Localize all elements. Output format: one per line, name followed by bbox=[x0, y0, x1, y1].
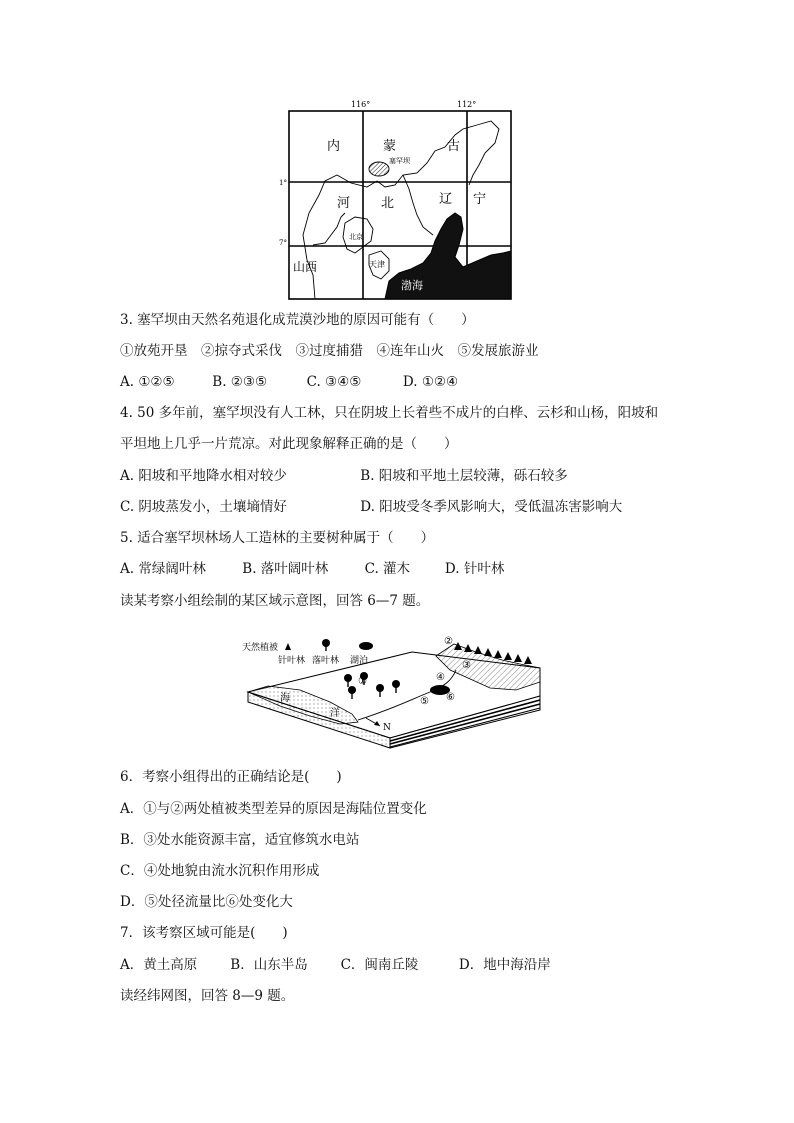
north-arrow-label: N bbox=[383, 723, 391, 733]
q5-option-b[interactable]: B. 落叶阔叶林 bbox=[242, 561, 329, 577]
q4-options-row1 bbox=[120, 467, 568, 485]
q5-option-d[interactable]: D. 针叶林 bbox=[444, 561, 505, 577]
q4-option-d[interactable]: D. 阳坡受冬季风影响大，受低温冻害影响大 bbox=[360, 499, 623, 515]
label-beijing: 北京 bbox=[349, 233, 363, 241]
lon-label-112: 112° bbox=[457, 100, 477, 109]
q3-options bbox=[120, 373, 458, 391]
q5-option-a[interactable]: A. 常绿阔叶林 bbox=[120, 561, 206, 577]
q4-stem-line2: 平坦地上几乎一片荒凉。对此现象解释正确的是（ ） bbox=[120, 436, 458, 452]
q5-options bbox=[120, 560, 504, 578]
q7-option-d[interactable]: D．地中海沿岸 bbox=[458, 957, 551, 973]
legend-broadleaf-icon bbox=[322, 639, 330, 647]
label-he: 河 bbox=[337, 196, 351, 211]
legend-lake-icon bbox=[359, 642, 373, 650]
q3-stem: 3. 塞罕坝由天然名苑退化成荒漠沙地的原因可能有（ ） bbox=[120, 312, 475, 328]
saihanba-region-map bbox=[279, 95, 515, 303]
legend-natural-vegetation: 天然植被 bbox=[242, 643, 279, 653]
q6-option-c[interactable]: C．④处地貌由流水沉积作用形成 bbox=[120, 863, 320, 879]
saihanba-area bbox=[369, 162, 389, 176]
label-bohai: 渤海 bbox=[401, 279, 423, 292]
lat-label-1: 1° bbox=[279, 179, 287, 187]
legend-lake: 湖泊 bbox=[350, 656, 369, 666]
q7-option-c[interactable]: C．闽南丘陵 bbox=[340, 957, 419, 973]
q3-option-b[interactable]: B. ②③⑤ bbox=[212, 374, 268, 390]
label-shanxi: 山西 bbox=[293, 260, 318, 274]
lat-label-7: 7° bbox=[279, 239, 287, 247]
label-meng: 蒙 bbox=[383, 139, 397, 154]
intro-6-7: 读某考察小组绘制的某区域示意图，回答 6—7 题。 bbox=[120, 593, 430, 609]
label-bei: 北 bbox=[381, 196, 395, 211]
marker-2: ② bbox=[444, 636, 453, 647]
q6-stem: 6．考察小组得出的正确结论是( ) bbox=[120, 769, 342, 785]
label-ning: 宁 bbox=[473, 192, 487, 207]
q3-option-d[interactable]: D. ①②④ bbox=[402, 374, 459, 390]
q7-option-a[interactable]: A．黄土高原 bbox=[120, 957, 198, 973]
marker-3: ③ bbox=[462, 660, 471, 671]
q7-stem: 7．该考察区域可能是( ) bbox=[120, 925, 288, 941]
q4-option-a[interactable]: A. 阳坡和平地降水相对较少 bbox=[120, 468, 287, 484]
q5-option-c[interactable]: C. 灌木 bbox=[364, 561, 411, 577]
label-gu: 古 bbox=[447, 139, 461, 154]
q4-option-c[interactable]: C. 阴坡蒸发小，土壤墒情好 bbox=[120, 499, 287, 515]
q5-stem: 5. 适合塞罕坝林场人工造林的主要树种属于（ ） bbox=[120, 530, 435, 546]
label-tianjin: 天津 bbox=[369, 260, 385, 269]
lon-label-116: 116° bbox=[351, 100, 371, 109]
label-saihanba: 塞罕坝 bbox=[389, 157, 410, 165]
q3-items: ①放苑开垦 ②掠夺式采伐 ③过度捕猎 ④连年山火 ⑤发展旅游业 bbox=[120, 343, 539, 359]
q7-options bbox=[120, 956, 551, 974]
marker-5: ⑤ bbox=[420, 696, 429, 707]
intro-8-9: 读经纬网图，回答 8—9 题。 bbox=[120, 988, 295, 1004]
marker-6: ⑥ bbox=[446, 692, 455, 703]
label-liao: 辽 bbox=[439, 192, 453, 207]
q4-options-row2 bbox=[120, 498, 622, 516]
q4-stem-line1: 4. 50 多年前，塞罕坝没有人工林，只在阴坡上长着些不成片的白桦、云杉和山杨，阳坡和 bbox=[120, 405, 659, 421]
legend-conifer-icon bbox=[285, 643, 291, 650]
marker-4: ④ bbox=[436, 672, 445, 683]
legend-conifer: 针叶林 bbox=[278, 656, 306, 666]
marker-1: ① bbox=[358, 676, 367, 687]
q6-option-a[interactable]: A．①与②两处植被类型差异的原因是海陆位置变化 bbox=[120, 801, 427, 817]
q6-option-b[interactable]: B．③处水能资源丰富，适宜修筑水电站 bbox=[120, 832, 360, 848]
label-sea-1: 海 bbox=[280, 693, 290, 704]
q3-option-a[interactable]: A. ①②⑤ bbox=[120, 374, 175, 390]
q4-option-b[interactable]: B. 阳坡和平地土层较薄，砾石较多 bbox=[360, 468, 568, 484]
q3-option-c[interactable]: C. ③④⑤ bbox=[306, 374, 362, 390]
q7-option-b[interactable]: B．山东半岛 bbox=[230, 957, 308, 973]
label-sea-2: 洋 bbox=[330, 708, 340, 719]
survey-area-block-diagram bbox=[240, 630, 550, 750]
q6-option-d[interactable]: D．⑤处径流量比⑥处变化大 bbox=[120, 894, 293, 910]
label-nei: 内 bbox=[327, 139, 341, 154]
legend-broadleaf: 落叶林 bbox=[312, 656, 340, 666]
